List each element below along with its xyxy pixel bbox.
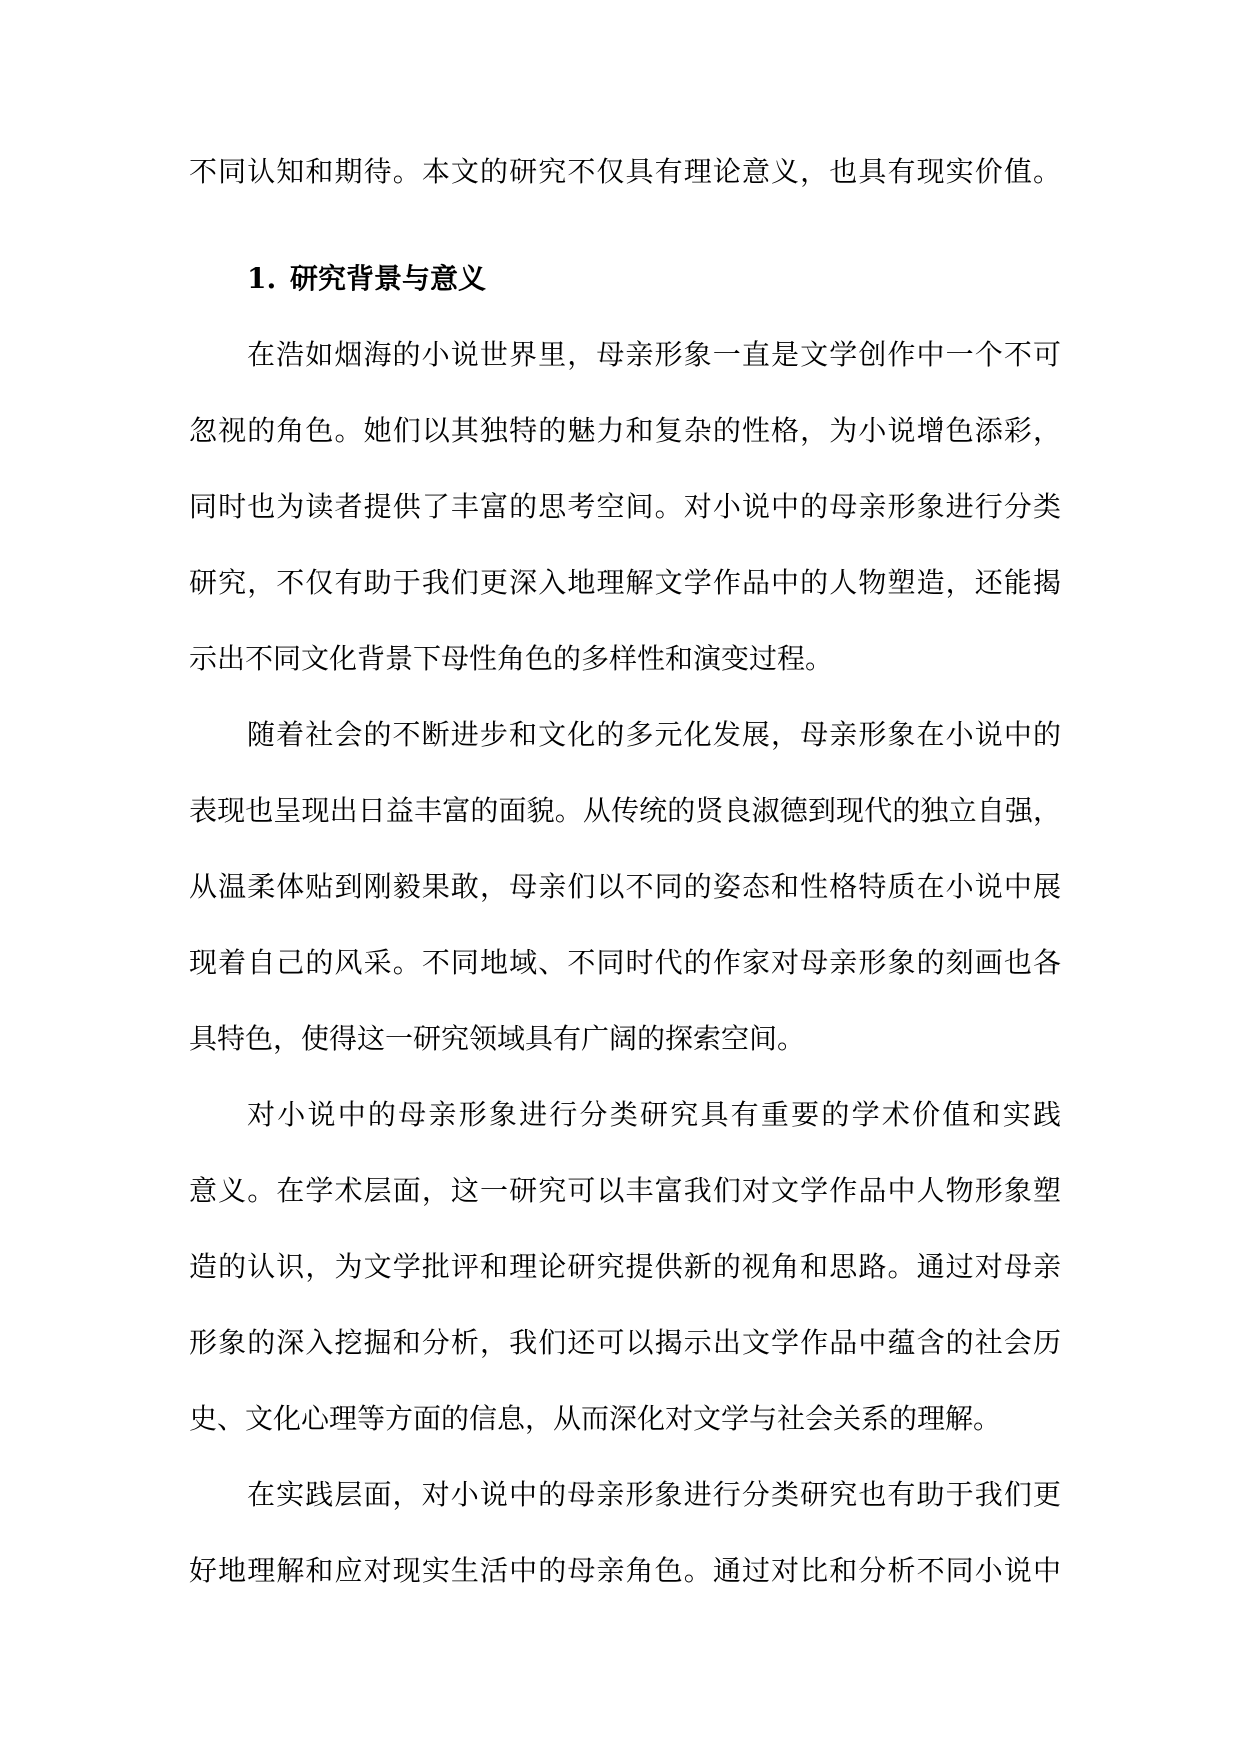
paragraph — [189, 1457, 1061, 1609]
section-number: 1. — [247, 262, 277, 295]
text-line: 同时也为读者提供了丰富的思考空间。对小说中的母亲形象进行分类 — [189, 490, 1061, 523]
text-line: 表现也呈现出日益丰富的面貌。从传统的贤良淑德到现代的独立自强， — [189, 794, 1061, 827]
text-line: 造的认识，为文学批评和理论研究提供新的视角和思路。通过对母亲 — [189, 1250, 1061, 1283]
text-line: 在浩如烟海的小说世界里，母亲形象一直是文学创作中一个不可 — [247, 338, 1061, 371]
text-line: 对小说中的母亲形象进行分类研究具有重要的学术价值和实践 — [247, 1098, 1061, 1131]
text-line: 意义。在学术层面，这一研究可以丰富我们对文学作品中人物形象塑 — [189, 1174, 1061, 1207]
paragraph — [189, 1077, 1061, 1457]
paragraph — [189, 697, 1061, 1077]
text-line: 形象的深入挖掘和分析，我们还可以揭示出文学作品中蕴含的社会历 — [189, 1326, 1061, 1359]
continuation-line: 不同认知和期待。本文的研究不仅具有理论意义，也具有现实价值。 — [189, 155, 1061, 188]
body-text — [189, 134, 1061, 1609]
text-line: 忽视的角色。她们以其独特的魅力和复杂的性格，为小说增色添彩， — [189, 414, 1061, 447]
section-heading — [189, 241, 1061, 317]
paragraph — [189, 317, 1061, 697]
text-line: 在实践层面，对小说中的母亲形象进行分类研究也有助于我们更 — [247, 1478, 1061, 1511]
text-line: 好地理解和应对现实生活中的母亲角色。通过对比和分析不同小说中 — [189, 1554, 1061, 1587]
section-title: 研究背景与意义 — [290, 262, 487, 295]
text-line: 示出不同文化背景下母性角色的多样性和演变过程。 — [189, 642, 834, 675]
text-line: 史、文化心理等方面的信息，从而深化对文学与社会关系的理解。 — [189, 1402, 1002, 1435]
text-line: 从温柔体贴到刚毅果敢，母亲们以不同的姿态和性格特质在小说中展 — [189, 870, 1061, 903]
text-line: 随着社会的不断进步和文化的多元化发展，母亲形象在小说中的 — [247, 718, 1061, 751]
text-line: 研究，不仅有助于我们更深入地理解文学作品中的人物塑造，还能揭 — [189, 566, 1061, 599]
text-line: 现着自己的风采。不同地域、不同时代的作家对母亲形象的刻画也各 — [189, 946, 1061, 979]
text-line: 具特色，使得这一研究领域具有广阔的探索空间。 — [189, 1022, 806, 1055]
